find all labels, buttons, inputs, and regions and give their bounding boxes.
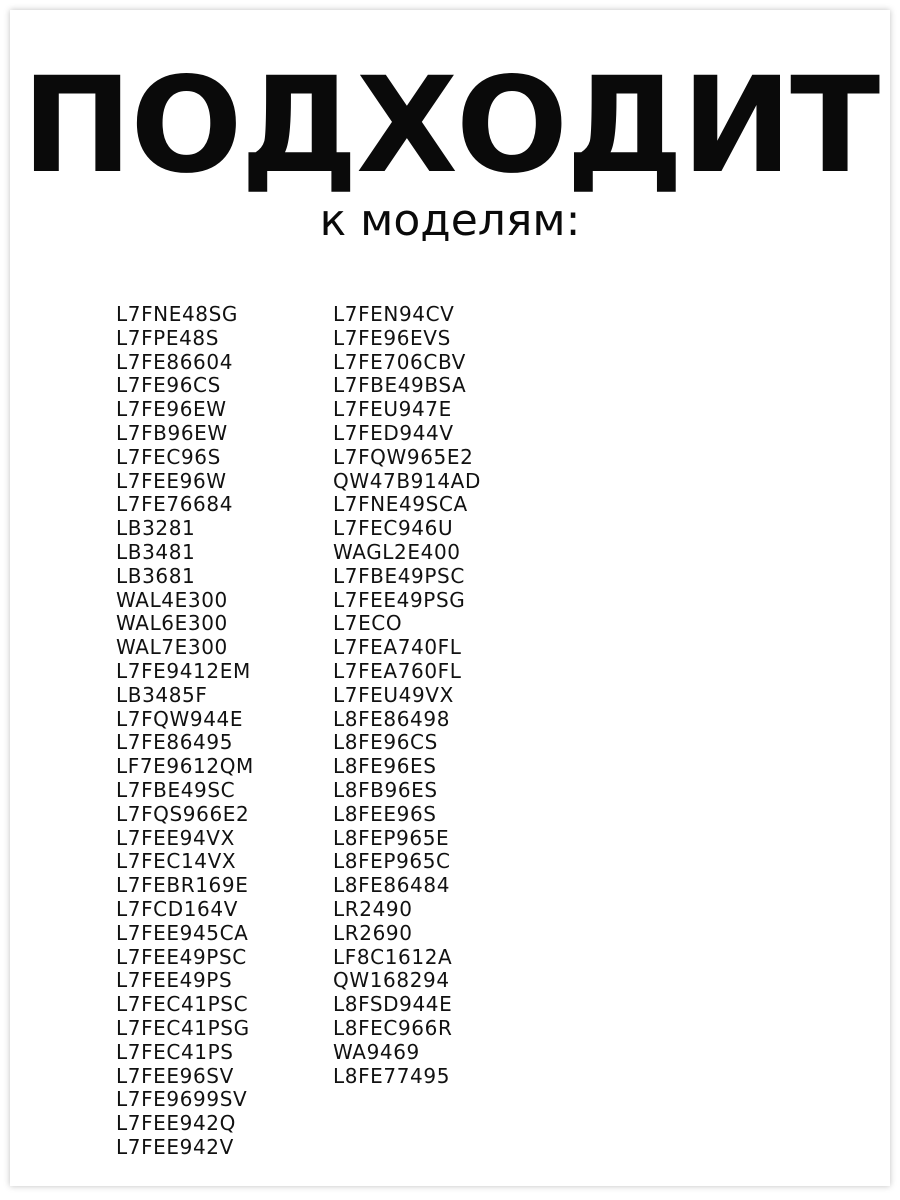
- model-list-item: L7FPE48S: [116, 325, 220, 350]
- model-list-item: L7FQS966E2: [116, 801, 250, 826]
- model-list-item: L8FB96ES: [333, 777, 438, 802]
- model-list-item: LF8C1612A: [333, 944, 453, 969]
- model-list-item: QW47B914AD: [333, 468, 481, 493]
- model-list-item: L7FBE49SC: [116, 777, 236, 802]
- model-list-item: L7FE706CBV: [333, 349, 466, 374]
- model-list-item: L7FE96EW: [116, 397, 227, 422]
- models-list-left: [116, 303, 254, 1160]
- model-list-item: L7FEA760FL: [333, 658, 462, 683]
- model-list-item: L7FED944V: [333, 420, 454, 445]
- model-list-item: WAGL2E400: [333, 539, 461, 564]
- model-list-item: L7ECO: [333, 611, 403, 636]
- model-list-item: LB3281: [116, 516, 196, 541]
- model-list-item: WAL7E300: [116, 635, 228, 660]
- model-list-item: WAL6E300: [116, 611, 228, 636]
- model-list-item: LR2490: [333, 896, 413, 921]
- model-list-item: L7FEC14VX: [116, 849, 237, 874]
- model-list-item: L7FEE945CA: [116, 920, 249, 945]
- model-list-item: LB3485F: [116, 682, 208, 707]
- model-list-item: L8FE96ES: [333, 754, 437, 779]
- model-list-item: L8FSD944E: [333, 992, 453, 1017]
- model-list-item: L7FEC946U: [333, 516, 454, 541]
- model-list-item: L8FEP965C: [333, 849, 451, 874]
- model-list-item: LF7E9612QM: [116, 754, 254, 779]
- model-list-item: L7FEE942V: [116, 1134, 234, 1159]
- model-list-item: L7FEE94VX: [116, 825, 235, 850]
- model-list-item: L7FBE49BSA: [333, 373, 467, 398]
- model-list-item: L7FE9412EM: [116, 658, 251, 683]
- document-page: [10, 10, 890, 1186]
- model-list-item: L7FEE49PS: [116, 968, 233, 993]
- model-list-item: L8FEE96S: [333, 801, 437, 826]
- models-list-right: [333, 303, 481, 1088]
- model-list-item: L7FQW944E: [116, 706, 244, 731]
- model-list-item: L7FEE49PSC: [116, 944, 247, 969]
- model-list-item: LB3481: [116, 539, 196, 564]
- model-list-item: L7FEC41PSC: [116, 992, 249, 1017]
- model-list-item: L7FEU947E: [333, 397, 452, 422]
- model-list-item: L7FQW965E2: [333, 444, 474, 469]
- model-list-item: L7FE96CS: [116, 373, 221, 398]
- model-list-item: L7FE86495: [116, 730, 234, 755]
- page-title: ПОДХОДИТ: [21, 49, 879, 203]
- model-list-item: QW168294: [333, 968, 450, 993]
- model-list-item: WAL4E300: [116, 587, 228, 612]
- model-list-item: L7FNE49SCA: [333, 492, 468, 517]
- model-list-item: L8FE86498: [333, 706, 451, 731]
- model-list-item: L8FEP965E: [333, 825, 450, 850]
- model-list-item: L7FEA740FL: [333, 635, 462, 660]
- model-list-item: L7FEN94CV: [333, 302, 455, 326]
- model-list-item: L7FEE96W: [116, 468, 227, 493]
- model-list-item: L7FE9699SV: [116, 1087, 248, 1112]
- model-list-item: L7FNE48SG: [116, 302, 239, 326]
- model-list-item: L7FEBR169E: [116, 873, 249, 898]
- model-list-item: WA9469: [333, 1039, 420, 1064]
- model-list-item: L7FEC41PS: [116, 1039, 234, 1064]
- model-list-item: L7FEE96SV: [116, 1063, 234, 1088]
- model-list-item: L8FE96CS: [333, 730, 438, 755]
- model-list-item: LB3681: [116, 563, 196, 588]
- model-list-item: L7FB96EW: [116, 420, 228, 445]
- model-list-item: L8FE86484: [333, 873, 451, 898]
- model-list-item: L7FEE49PSG: [333, 587, 466, 612]
- model-list-item: L8FEC966R: [333, 1015, 453, 1040]
- model-list-item: L7FBE49PSC: [333, 563, 465, 588]
- model-list-item: L7FE86604: [116, 349, 234, 374]
- model-list-item: LR2690: [333, 920, 413, 945]
- model-list-item: L8FE77495: [333, 1063, 451, 1088]
- model-list-item: L7FE96EVS: [333, 325, 451, 350]
- model-list-item: L7FE76684: [116, 492, 234, 517]
- model-list-item: L7FEC41PSG: [116, 1015, 250, 1040]
- model-list-item: L7FCD164V: [116, 896, 238, 921]
- model-list-item: L7FEC96S: [116, 444, 221, 469]
- model-list-item: L7FEE942Q: [116, 1111, 236, 1136]
- model-list-item: L7FEU49VX: [333, 682, 454, 707]
- page-subtitle: к моделям:: [319, 195, 581, 246]
